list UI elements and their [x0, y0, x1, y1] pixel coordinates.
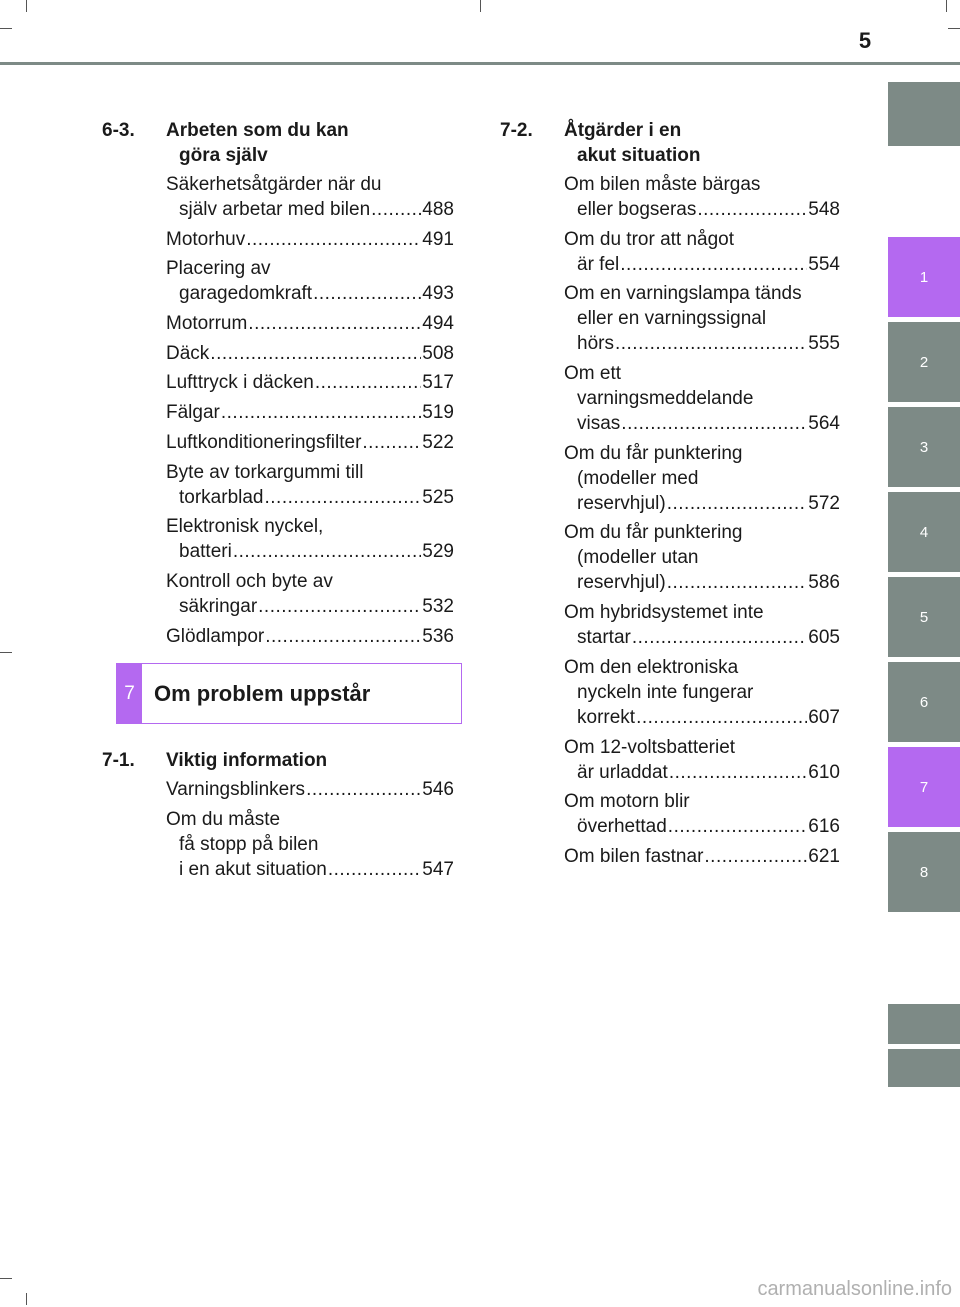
toc-entry-line: (modeller utan [577, 547, 699, 569]
chapter-title: Om problem uppstår [154, 680, 371, 706]
toc-entry-text: eller bogseras [577, 199, 697, 220]
watermark: carmanualsonline.info [757, 1278, 952, 1300]
toc-page-number[interactable]: 493 [422, 283, 454, 305]
dot-leader [362, 430, 421, 455]
toc-entry-line: Byte av torkargummi till [166, 461, 364, 483]
header-rule [0, 62, 960, 65]
dot-leader [371, 197, 421, 222]
toc-entry-text: själv arbetar med bilen [179, 199, 371, 220]
toc-entry-text: är fel [577, 253, 620, 275]
dot-leader [233, 539, 421, 564]
toc-page-number[interactable]: 621 [808, 845, 840, 867]
toc-entry-text: säkringar [179, 595, 258, 617]
tab-label: 6 [919, 693, 929, 711]
toc-entry-final-line [166, 197, 454, 222]
toc-entry[interactable] [564, 789, 840, 839]
toc-entry-line: Om motorn blir [564, 791, 690, 813]
toc-entry-line: Om ett [564, 363, 622, 385]
tab-blank-bottom-1[interactable] [888, 1004, 960, 1044]
toc-entry-final-line [564, 331, 840, 356]
toc-entry-final-line [166, 594, 454, 619]
crop-mark [0, 1278, 12, 1279]
toc-entry-final-line [166, 227, 454, 252]
toc-left-column-lower [102, 748, 454, 886]
toc-page-number[interactable]: 517 [422, 372, 454, 394]
toc-entry-line: Om den elektroniska [564, 656, 739, 678]
section-title [166, 118, 454, 168]
toc-page-number[interactable]: 519 [422, 402, 454, 424]
toc-entry[interactable] [166, 430, 454, 455]
toc-entry-line: Placering av [166, 258, 271, 280]
toc-entry-final-line [166, 539, 454, 564]
dot-leader [620, 252, 807, 277]
page-number: 5 [858, 28, 872, 53]
dot-leader [315, 370, 421, 395]
dot-leader [632, 625, 807, 650]
section-title-line: akut situation [577, 145, 701, 166]
toc-entry[interactable] [166, 256, 454, 306]
dot-leader [615, 331, 807, 356]
crop-mark [480, 0, 481, 12]
toc-entry-final-line [166, 857, 454, 882]
toc-entry[interactable] [166, 460, 454, 510]
toc-entry-final-line [564, 252, 840, 277]
tab-label: 3 [919, 438, 929, 456]
toc-entry-final-line [564, 760, 840, 785]
dot-leader [621, 411, 807, 436]
toc-entry[interactable] [564, 227, 840, 277]
dot-leader [636, 705, 807, 730]
toc-page-number[interactable]: 605 [808, 627, 840, 649]
section-heading [102, 118, 454, 168]
dot-leader [221, 400, 421, 425]
toc-entry-text: Motorhuv [166, 228, 246, 250]
toc-entry-text: visas [577, 413, 621, 435]
toc-entry-line: Om en varningslampa tänds [564, 283, 802, 305]
crop-mark [946, 0, 947, 12]
toc-entry[interactable] [166, 370, 454, 395]
toc-entry-final-line [166, 777, 454, 802]
dot-leader [704, 844, 807, 869]
tab-label: 8 [919, 863, 929, 881]
toc-entry-text: startar [577, 627, 631, 649]
toc-page-number[interactable]: 616 [808, 816, 840, 838]
toc-entry-text: Däck [166, 342, 210, 364]
toc-entry-final-line [564, 844, 840, 869]
dot-leader [210, 341, 421, 366]
dot-leader [697, 197, 807, 222]
toc-entry[interactable] [166, 569, 454, 619]
section-number: 7-2. [500, 120, 533, 141]
toc-page-number[interactable]: 607 [808, 706, 840, 728]
toc-entry-text: Om bilen fastnar [564, 845, 704, 867]
toc-entry-line: Om 12-voltsbatteriet [564, 736, 736, 758]
tab-label: 1 [919, 268, 929, 286]
tab-chapter-7[interactable] [888, 747, 960, 827]
toc-entry[interactable] [564, 441, 840, 516]
section-heading [102, 748, 454, 773]
toc-entry-line: Om du får punktering [564, 522, 743, 544]
toc-entry[interactable] [564, 172, 840, 222]
toc-entry[interactable] [166, 341, 454, 366]
dot-leader [669, 760, 807, 785]
toc-entry[interactable] [166, 777, 454, 802]
tab-chapter-6[interactable] [888, 662, 960, 742]
toc-entry-text: Varningsblinkers [166, 779, 306, 800]
toc-entry[interactable] [166, 514, 454, 564]
crop-mark [26, 1293, 27, 1305]
tab-label: 5 [919, 608, 929, 626]
section-number: 7-1. [102, 750, 135, 771]
toc-entry-line: Elektronisk nyckel, [166, 516, 324, 538]
toc-page-number[interactable]: 532 [422, 595, 454, 617]
toc-entry[interactable] [564, 520, 840, 595]
toc-entry-line: Om du måste [166, 808, 281, 830]
toc-entry[interactable] [564, 844, 840, 869]
toc-entry-line: Kontroll och byte av [166, 570, 333, 592]
toc-entry-text: överhettad [577, 816, 667, 838]
toc-entry-text: i en akut situation [179, 858, 327, 880]
toc-entry[interactable] [166, 400, 454, 425]
toc-entry[interactable] [564, 361, 840, 436]
toc-entry-text: Lufttryck i däcken [166, 372, 314, 394]
section-title-line: Arbeten som du kan [166, 120, 349, 141]
toc-entry[interactable] [564, 281, 840, 356]
tab-chapter-3[interactable] [888, 407, 960, 487]
toc-entry-line: Om bilen måste bärgas [564, 174, 761, 195]
toc-entry-line: Om hybridsystemet inte [564, 602, 764, 624]
toc-entry-final-line [564, 197, 840, 222]
toc-entry-line: eller en varningssignal [577, 308, 767, 330]
tab-blank-bottom-2[interactable] [888, 1049, 960, 1087]
toc-entry[interactable] [564, 735, 840, 785]
toc-page-number[interactable]: 547 [422, 858, 454, 880]
toc-entry-text: är urladdat [577, 761, 668, 783]
toc-entry-line: få stopp på bilen [179, 833, 319, 855]
section-title-line: göra själv [179, 145, 268, 166]
section-number: 6-3. [102, 120, 135, 141]
toc-page-number[interactable]: 491 [422, 228, 454, 250]
section-title-line: Viktig information [166, 750, 328, 771]
dot-leader [667, 491, 808, 516]
toc-entry-text: Motorrum [166, 313, 248, 335]
tab-label: 2 [919, 353, 929, 371]
dot-leader [313, 281, 421, 306]
section-title [166, 748, 454, 773]
toc-page-number[interactable]: 546 [422, 779, 454, 800]
toc-entry-final-line [564, 491, 840, 516]
tab-chapter-1[interactable] [888, 237, 960, 317]
toc-entry-text: reservhjul) [577, 492, 666, 514]
toc-entry-final-line [166, 430, 454, 455]
dot-leader [328, 857, 421, 882]
toc-right-column [500, 118, 840, 874]
toc-page-number[interactable]: 488 [422, 199, 454, 220]
toc-entry-text: garagedomkraft [179, 283, 313, 305]
toc-entry-text: batteri [179, 541, 232, 563]
tab-chapter-8[interactable] [888, 832, 960, 912]
tab-chapter-5[interactable] [888, 577, 960, 657]
toc-entry-text: reservhjul) [577, 572, 666, 594]
toc-entry[interactable] [564, 655, 840, 730]
toc-entry-text: korrekt [577, 706, 636, 728]
tab-blank-top[interactable] [888, 82, 960, 146]
toc-page-number[interactable]: 548 [808, 199, 840, 220]
toc-entry-line: (modeller med [577, 467, 699, 489]
chapter-number: 7 [117, 664, 142, 723]
dot-leader [667, 570, 808, 595]
toc-page-number[interactable]: 494 [422, 313, 454, 335]
crop-mark [948, 28, 960, 29]
tab-label: 4 [919, 523, 929, 541]
toc-entry-line: nyckeln inte fungerar [577, 681, 754, 703]
toc-page-number[interactable]: 555 [808, 333, 840, 355]
crop-mark [0, 28, 12, 29]
toc-entry-final-line [564, 570, 840, 595]
dot-leader [668, 814, 808, 839]
toc-entry-final-line [166, 624, 454, 649]
dot-leader [258, 594, 421, 619]
toc-entry-final-line [564, 411, 840, 436]
toc-entry-final-line [166, 485, 454, 510]
toc-entry-text: Luftkonditioneringsfilter [166, 431, 362, 453]
tab-chapter-2[interactable] [888, 322, 960, 402]
dot-leader [306, 777, 421, 802]
toc-entry-text: torkarblad [179, 486, 264, 508]
toc-entry[interactable] [166, 311, 454, 336]
toc-entry[interactable] [166, 227, 454, 252]
toc-entry-final-line [166, 341, 454, 366]
section-title-line: Åtgärder i en [564, 120, 682, 141]
toc-page-number[interactable]: 508 [422, 342, 454, 364]
section-title [564, 118, 840, 168]
toc-entry[interactable] [564, 600, 840, 650]
toc-page-number[interactable]: 572 [808, 492, 840, 514]
toc-entry-final-line [564, 625, 840, 650]
toc-entry-line: Säkerhetsåtgärder när du [166, 174, 382, 195]
toc-page-number[interactable]: 536 [422, 625, 454, 647]
dot-leader [265, 485, 422, 510]
toc-entry-final-line [166, 370, 454, 395]
toc-entry-final-line [166, 311, 454, 336]
crop-mark [26, 0, 27, 12]
dot-leader [248, 311, 421, 336]
toc-entry-final-line [564, 705, 840, 730]
dot-leader [265, 624, 421, 649]
toc-page-number[interactable]: 522 [422, 431, 454, 453]
toc-page-number[interactable]: 525 [422, 486, 454, 508]
tab-chapter-4[interactable] [888, 492, 960, 572]
toc-entry-text: hörs [577, 333, 614, 355]
toc-entry-final-line [166, 281, 454, 306]
toc-entry-text: Glödlampor [166, 625, 265, 647]
chapter-heading [116, 663, 462, 724]
toc-page-number[interactable]: 564 [808, 413, 840, 435]
section-heading [500, 118, 840, 168]
crop-mark [0, 652, 12, 653]
toc-page-number[interactable]: 529 [422, 541, 454, 563]
tab-label: 7 [919, 778, 929, 796]
toc-entry[interactable] [166, 624, 454, 649]
toc-page-number[interactable]: 610 [808, 761, 840, 783]
toc-entry-line: varningsmeddelande [577, 388, 754, 410]
toc-entry-line: Om du tror att något [564, 228, 735, 250]
dot-leader [246, 227, 421, 252]
toc-entry-text: Fälgar [166, 402, 220, 424]
toc-entry-final-line [166, 400, 454, 425]
toc-page-number[interactable]: 586 [808, 572, 840, 594]
toc-left-column [102, 118, 454, 653]
toc-entry[interactable] [166, 172, 454, 222]
toc-page-number[interactable]: 554 [808, 253, 840, 275]
toc-entry-final-line [564, 814, 840, 839]
toc-entry-line: Om du får punktering [564, 442, 743, 464]
toc-entry[interactable] [166, 807, 454, 882]
